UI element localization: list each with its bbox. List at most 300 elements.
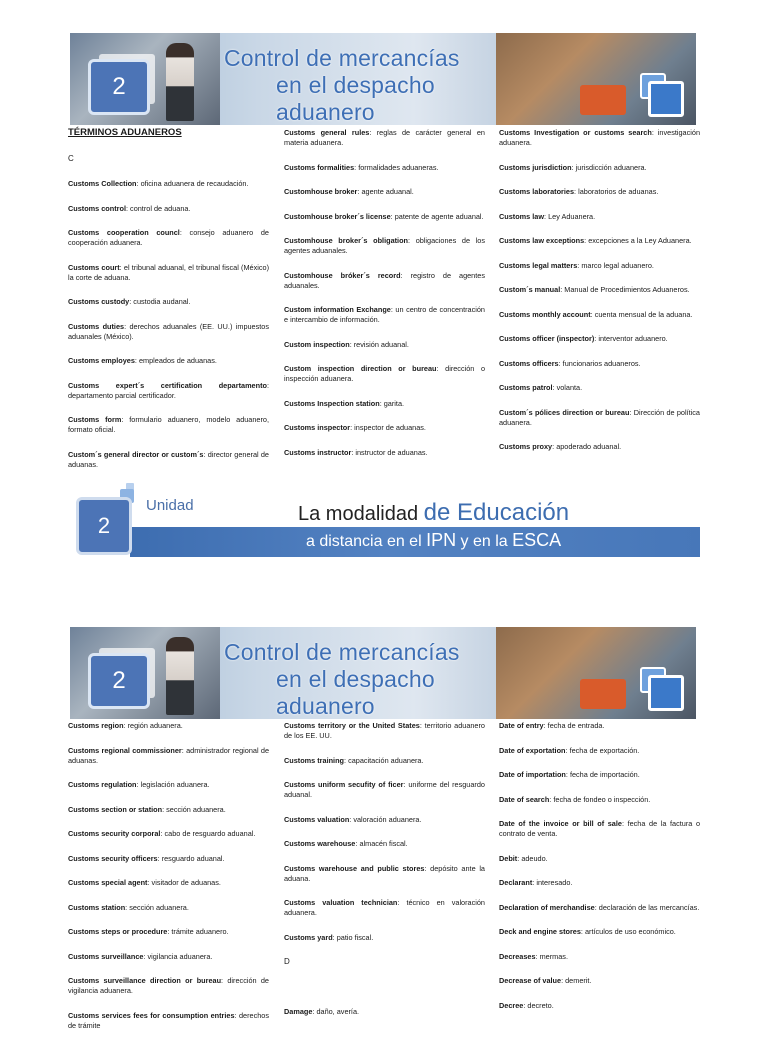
entry-separator: : <box>390 305 396 314</box>
entry-term: Customs custody <box>68 297 130 306</box>
glossary-entry <box>284 236 485 256</box>
glossary-entry <box>499 746 700 756</box>
glossary-entry <box>499 1001 700 1011</box>
entry-definition: instructor de aduanas. <box>355 447 428 457</box>
unit-label: Unidad <box>146 497 194 514</box>
glossary-entry <box>284 815 485 825</box>
entry-separator: : <box>369 128 377 137</box>
entry-term: Custom´s pólices direction or bureau <box>499 407 630 417</box>
glossary-entry <box>68 805 269 815</box>
entry-definition: patente de agente aduanal. <box>394 211 484 221</box>
entry-term: Customs warehouse and public stores <box>284 863 425 873</box>
glossary-entry <box>68 297 269 307</box>
entry-separator: : <box>580 927 585 936</box>
glossary-entry <box>499 408 700 428</box>
entry-list <box>284 721 485 943</box>
entry-separator: : <box>577 260 582 270</box>
entry-term: Customs region <box>68 721 124 730</box>
glossary-entry <box>68 450 269 470</box>
entry-definition: demerit. <box>565 976 592 985</box>
entry-separator: : <box>125 203 131 213</box>
banner-title-line2: en el despacho aduanero <box>276 72 435 125</box>
entry-separator: : <box>552 383 557 392</box>
entry-list <box>499 721 700 1011</box>
glossary-entry <box>499 442 700 452</box>
footer-highlight: ESCA <box>512 530 562 550</box>
entry-separator: : <box>436 364 446 373</box>
glossary-entry <box>499 128 700 148</box>
unit-number-badge: 2 <box>76 497 132 555</box>
entry-definition: visitador de aduanas. <box>151 878 221 887</box>
glossary-entry <box>68 381 269 401</box>
entry-separator: : <box>408 236 416 245</box>
glossary-entry <box>499 334 700 344</box>
entry-definition: excepciones a la Ley Aduanera. <box>588 236 692 245</box>
glossary-entry <box>284 399 485 409</box>
entry-separator: : <box>390 211 395 221</box>
glossary-entry <box>284 1007 485 1017</box>
entry-term: Customs territory or the United States <box>284 721 420 730</box>
glossary-entry <box>68 854 269 864</box>
entry-term: Customs Inspection station <box>284 398 380 408</box>
entry-definition: región aduanera. <box>127 721 183 730</box>
glossary-entry <box>499 721 700 731</box>
entry-definition: capacitación aduanera. <box>348 755 424 765</box>
forklift-image <box>580 679 626 709</box>
entry-term: Customhouse bróker´s record <box>284 270 401 280</box>
entry-definition: departamento parcial certificador. <box>68 390 176 400</box>
entry-separator: : <box>349 814 354 824</box>
entry-term: Customs Collection <box>68 179 137 188</box>
glossary-entry <box>499 952 700 962</box>
footer-title-line2 <box>306 530 561 551</box>
entry-term: Customs general rules <box>284 128 370 137</box>
glossary-entry <box>499 187 700 197</box>
entry-definition: fecha de fondeo o inspección. <box>553 794 651 804</box>
glossary-entry <box>68 204 269 214</box>
entry-term: Debit <box>499 853 518 863</box>
entry-term: Customs security corporal <box>68 829 161 838</box>
entry-separator: : <box>517 853 522 863</box>
glossary-entry <box>499 795 700 805</box>
entry-separator: : <box>266 380 269 390</box>
entry-definition: formalidades aduaneras. <box>358 162 439 172</box>
entry-separator: : <box>162 804 167 814</box>
entry-separator: : <box>119 262 124 272</box>
entry-definition: resguardo aduanal. <box>161 853 225 863</box>
entry-term: Customs laboratories <box>499 187 575 196</box>
glossary-entry <box>68 952 269 962</box>
entry-term: Customs yard <box>284 932 333 942</box>
entry-separator: : <box>134 356 139 365</box>
entry-separator: : <box>160 829 165 838</box>
entry-term: Customs control <box>68 203 126 213</box>
entry-definition: declaración de las mercancías. <box>598 902 700 912</box>
entry-term: Customs regional commissioner <box>68 745 182 755</box>
glossary-entry <box>284 364 485 384</box>
entry-definition: daño, avería. <box>316 1007 360 1016</box>
entry-separator: : <box>590 309 595 319</box>
entry-definition: almacén fiscal. <box>359 839 408 848</box>
glossary-entry <box>284 839 485 849</box>
entry-definition: jurisdicción aduanera. <box>575 162 647 172</box>
glossary-entry <box>284 128 485 148</box>
entry-separator: : <box>565 770 570 779</box>
entry-separator: : <box>571 162 576 172</box>
entry-definition: patio fiscal. <box>336 932 374 942</box>
glossary-column-3 <box>499 721 700 1025</box>
header-banner-bottom <box>70 627 696 719</box>
entry-term: Customs valuation <box>284 814 350 824</box>
entry-definition: trámite aduanero. <box>171 927 229 936</box>
entry-definition: sección aduanera. <box>166 804 226 814</box>
entry-definition: revisión aduanal. <box>353 339 409 349</box>
entry-term: Customs jurisdiction <box>499 162 572 172</box>
decorative-square <box>648 675 684 711</box>
entry-term: Customs proxy <box>499 442 553 451</box>
entry-separator: : <box>424 863 431 873</box>
entry-separator: : <box>344 755 349 765</box>
entry-list <box>68 721 269 1031</box>
entry-term: Customs regulation <box>68 780 137 789</box>
forklift-image <box>580 85 626 115</box>
entry-term: Customs employes <box>68 356 135 365</box>
entry-term: Customhouse broker´s license <box>284 211 391 221</box>
entry-term: Decrease of value <box>499 976 562 985</box>
entry-definition: decreto. <box>527 1000 554 1010</box>
entry-separator: : <box>379 398 384 408</box>
entry-term: Customs instructor <box>284 447 352 457</box>
entry-separator: : <box>312 1007 317 1016</box>
entry-definition: apoderado aduanal. <box>556 442 622 451</box>
entry-separator: : <box>121 415 130 424</box>
entry-separator: : <box>558 358 563 368</box>
entry-definition: control de aduana. <box>130 203 191 213</box>
entry-definition: fecha de importación. <box>569 770 640 779</box>
entry-definition: uniforme del resguardo aduanal. <box>284 780 485 799</box>
glossary-column-2 <box>284 721 485 1032</box>
glossary-column-1 <box>68 721 269 1045</box>
entry-term: Customs warehouse <box>284 839 356 848</box>
entry-separator: : <box>397 898 407 907</box>
entry-definition: Dirección de política aduanera. <box>499 407 700 427</box>
glossary-entry <box>68 746 269 766</box>
entry-term: Customs training <box>284 755 344 765</box>
entry-separator: : <box>560 285 565 294</box>
entry-term: Declarant <box>499 878 533 887</box>
entry-definition: Ley Aduanera. <box>548 211 596 221</box>
entry-term: Customs special agent <box>68 878 148 887</box>
entry-term: Custom inspection direction or bureau <box>284 364 437 373</box>
glossary-entry <box>499 383 700 393</box>
glossary-entry <box>284 721 485 741</box>
entry-definition: oficina aduanera de recaudación. <box>140 179 249 188</box>
glossary-entry <box>499 163 700 173</box>
footer-text: a distancia en el <box>306 533 427 550</box>
entry-definition: técnico en valoración aduanera. <box>284 898 485 917</box>
entry-definition: director general de aduanas. <box>68 449 269 469</box>
glossary-entry <box>68 1011 269 1031</box>
glossary-entry <box>284 163 485 173</box>
entry-separator: : <box>129 297 134 306</box>
glossary-column-3 <box>499 128 700 467</box>
entry-definition: depósito ante la aduana. <box>284 863 485 883</box>
glossary-entry <box>284 423 485 433</box>
entry-definition: vigilancia aduanera. <box>147 951 213 961</box>
banner-title-line1: Control de mercancías <box>224 45 460 71</box>
entry-separator: : <box>125 902 130 912</box>
glossary-column-2 <box>284 128 485 472</box>
entry-definition: dirección o inspección aduanera. <box>284 364 486 383</box>
entry-separator: : <box>351 447 356 457</box>
entry-list <box>284 1007 485 1017</box>
glossary-entry <box>284 756 485 766</box>
entry-separator: : <box>400 270 411 280</box>
glossary-column-1 <box>68 128 269 484</box>
entry-term: Date of importation <box>499 770 566 779</box>
entry-definition: legislación aduanera. <box>140 780 210 789</box>
entry-term: Customs form <box>68 415 122 424</box>
entry-definition: interesado. <box>536 878 573 887</box>
glossary-entry <box>68 322 269 342</box>
glossary-entry <box>68 927 269 937</box>
entry-definition: artículos de uso económico. <box>584 927 676 936</box>
glossary-entry <box>68 415 269 435</box>
entry-definition: formulario aduanero, modelo aduanero, formato oficial. <box>68 415 270 434</box>
entry-separator: : <box>123 721 128 730</box>
entry-separator: : <box>234 1010 239 1020</box>
entry-definition: fecha de entrada. <box>547 721 605 730</box>
glossary-entry <box>499 976 700 986</box>
entry-term: Customs cooperation councl <box>68 228 180 237</box>
banner-person-image <box>166 637 194 715</box>
banner-person-image <box>166 43 194 121</box>
entry-definition: reglas de carácter general en materia aduanera. <box>284 128 485 147</box>
entry-term: Declaration of merchandise <box>499 902 595 912</box>
entry-separator: : <box>203 449 208 459</box>
glossary-entry <box>499 819 700 839</box>
entry-term: Customhouse broker <box>284 187 358 196</box>
glossary-entry <box>284 933 485 943</box>
banner-title-line1: Control de mercancías <box>224 639 460 665</box>
entry-term: Customs court <box>68 262 120 272</box>
entry-separator: : <box>147 878 152 887</box>
glossary-heading: TÉRMINOS ADUANEROS <box>68 127 182 138</box>
entry-term: Customs duties <box>68 321 125 331</box>
entry-definition: consejo aduanero de cooperación aduanera. <box>68 228 269 247</box>
entry-term: Customs officer (inspector) <box>499 334 595 343</box>
entry-definition: derechos aduanales (EE. UU.) impuestos aduanales (México). <box>68 321 270 341</box>
glossary-entry <box>68 976 269 996</box>
entry-separator: : <box>651 128 658 137</box>
entry-separator: : <box>179 228 190 237</box>
entry-separator: : <box>181 745 187 755</box>
entry-term: Customs formalities <box>284 162 355 172</box>
entry-term: Customhouse broker´s obligation <box>284 236 408 245</box>
glossary-entry <box>68 228 269 248</box>
entry-definition: laboratorios de aduanas. <box>578 187 659 196</box>
banner-title <box>224 45 524 125</box>
entry-definition: empleados de aduanas. <box>138 356 217 365</box>
glossary-entry <box>284 271 485 291</box>
glossary-entry <box>284 448 485 458</box>
glossary-entry <box>499 261 700 271</box>
entry-term: Customs inspector <box>284 423 351 432</box>
entry-separator: : <box>523 1000 528 1010</box>
entry-definition: volanta. <box>556 383 583 392</box>
entry-separator: : <box>621 819 628 828</box>
glossary-entry <box>284 187 485 197</box>
entry-definition: sección aduanera. <box>129 902 189 912</box>
glossary-entry <box>284 340 485 350</box>
entry-term: Custom inspection <box>284 339 350 349</box>
entry-term: Customs law exceptions <box>499 236 585 245</box>
entry-term: Customs patrol <box>499 383 553 392</box>
entry-definition: mermas. <box>539 951 568 961</box>
entry-separator: : <box>561 976 566 985</box>
entry-separator: : <box>629 407 634 417</box>
entry-separator: : <box>167 927 172 936</box>
entry-term: Customs surveillance <box>68 951 144 961</box>
entry-definition: adeudo. <box>521 853 548 863</box>
glossary-entry <box>284 212 485 222</box>
entry-separator: : <box>403 780 409 789</box>
entry-definition: valoración aduanera. <box>353 814 422 824</box>
entry-definition: cuenta mensual de la aduana. <box>594 309 693 319</box>
footer-highlight: de Educación <box>423 499 570 526</box>
entry-definition: obligaciones de los agentes aduanales. <box>284 236 485 255</box>
entry-definition: territorio aduanero de los EE. UU. <box>284 721 485 740</box>
entry-term: Customs services fees for consumption entries <box>68 1010 235 1020</box>
glossary-entry <box>499 236 700 246</box>
entry-term: Date of exportation <box>499 745 566 755</box>
entry-definition: garita. <box>383 398 405 408</box>
entry-separator: : <box>549 794 554 804</box>
entry-separator: : <box>532 878 537 887</box>
glossary-entry <box>499 359 700 369</box>
entry-definition: fecha de exportación. <box>569 745 640 755</box>
glossary-entry <box>68 721 269 731</box>
entry-term: Date of the invoice or bill of sale <box>499 819 622 828</box>
entry-term: Decreases <box>499 951 536 961</box>
glossary-entry <box>499 927 700 937</box>
entry-definition: Manual de Procedimientos Aduaneros. <box>564 285 690 294</box>
unit-number-badge: 2 <box>88 653 150 709</box>
banner-title <box>224 639 524 719</box>
glossary-entry <box>499 770 700 780</box>
entry-definition: marco legal aduanero. <box>581 260 654 270</box>
entry-definition: el tribunal aduanal, el tribunal fiscal (México) la corte de aduana. <box>68 262 269 282</box>
glossary-entry <box>68 878 269 888</box>
entry-term: Customs legal matters <box>499 260 578 270</box>
entry-term: Date of entry <box>499 721 544 730</box>
unit-number-badge: 2 <box>88 59 150 115</box>
glossary-entry <box>68 263 269 283</box>
glossary-entry <box>68 903 269 913</box>
entry-term: Damage <box>284 1007 313 1016</box>
entry-term: Customs surveillance direction or bureau <box>68 976 222 985</box>
entry-term: Customs steps or procedure <box>68 927 168 936</box>
glossary-entry <box>68 780 269 790</box>
entry-term: Customs law <box>499 211 545 221</box>
glossary-entry <box>499 903 700 913</box>
decorative-square <box>648 81 684 117</box>
entry-definition: funcionarios aduaneros. <box>562 358 641 368</box>
banner-title-line2: en el despacho aduanero <box>276 666 435 719</box>
entry-list <box>499 128 700 452</box>
glossary-entry <box>68 179 269 189</box>
entry-separator: : <box>574 187 579 196</box>
entry-separator: : <box>584 236 589 245</box>
entry-definition: interventor aduanero. <box>598 334 668 343</box>
glossary-entry <box>68 356 269 366</box>
entry-definition: inspector de aduanas. <box>354 423 426 432</box>
entry-definition: agente aduanal. <box>361 187 414 196</box>
footer-text: y en la <box>456 533 513 550</box>
entry-term: Date of search <box>499 794 550 804</box>
entry-term: Custom´s general director or custom´s <box>68 449 204 459</box>
entry-separator: : <box>594 902 599 912</box>
entry-separator: : <box>350 423 355 432</box>
entry-definition: investigación aduanera. <box>499 128 700 147</box>
entry-separator: : <box>349 339 354 349</box>
entry-definition: administrador regional de aduanas. <box>68 745 269 765</box>
entry-separator: : <box>355 839 360 848</box>
entry-separator: : <box>552 442 557 451</box>
entry-definition: cabo de resguardo aduanal. <box>164 829 256 838</box>
unit-footer-banner <box>70 483 700 561</box>
glossary-entry <box>499 212 700 222</box>
entry-term: Customs valuation technician <box>284 898 398 907</box>
entry-term: Customs expert´s certification departamento <box>68 380 267 390</box>
entry-term: Customs monthly account <box>499 309 591 319</box>
glossary-entry <box>284 780 485 800</box>
entry-separator: : <box>354 162 359 172</box>
entry-separator: : <box>535 951 540 961</box>
entry-definition: registro de agentes aduanales. <box>284 270 485 290</box>
entry-separator: : <box>594 334 599 343</box>
entry-definition: derechos de trámite <box>68 1010 269 1030</box>
glossary-entry <box>284 305 485 325</box>
header-banner-top <box>70 33 696 125</box>
entry-term: Decree <box>499 1000 524 1010</box>
entry-separator: : <box>419 721 425 730</box>
entry-list <box>284 128 485 458</box>
glossary-entry <box>499 878 700 888</box>
entry-term: Custom´s manual <box>499 285 561 294</box>
entry-term: Customs Investigation or customs search <box>499 128 652 137</box>
entry-definition: dirección de vigilancia aduanera. <box>68 976 269 995</box>
glossary-entry <box>284 864 485 884</box>
glossary-entry <box>499 854 700 864</box>
glossary-entry <box>284 898 485 918</box>
entry-term: Customs security officers <box>68 853 158 863</box>
entry-term: Deck and engine stores <box>499 927 581 936</box>
entry-separator: : <box>136 179 141 188</box>
entry-term: Customs section or station <box>68 804 163 814</box>
entry-separator: : <box>565 745 570 755</box>
entry-separator: : <box>221 976 228 985</box>
entry-separator: : <box>357 187 362 196</box>
entry-term: Custom information Exchange <box>284 305 391 314</box>
entry-separator: : <box>544 211 549 221</box>
glossary-entry <box>499 285 700 295</box>
footer-highlight: IPN <box>426 530 457 550</box>
entry-separator: : <box>332 932 337 942</box>
glossary-entry <box>499 310 700 320</box>
entry-definition: un centro de concentración e intercambio de información. <box>284 305 485 324</box>
entry-separator: : <box>143 951 148 961</box>
